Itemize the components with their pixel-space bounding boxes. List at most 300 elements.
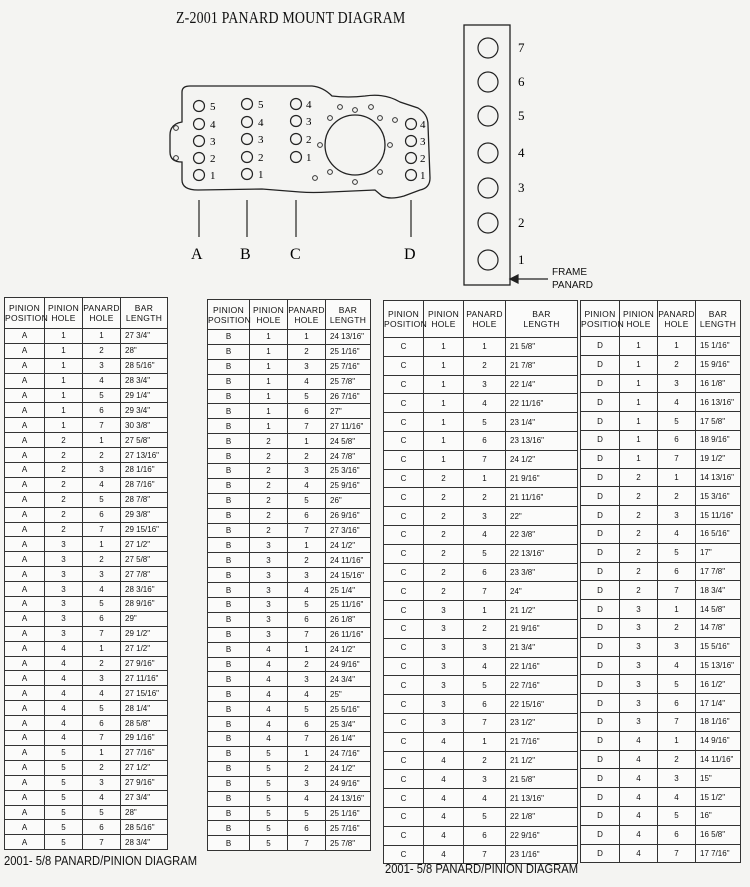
table-row (5, 775, 168, 790)
panard-hole-cell: 2 (658, 750, 696, 769)
hole-label: 2 (420, 153, 426, 165)
pinion-hole-cell: 3 (45, 626, 83, 641)
table-row (208, 642, 371, 657)
center-bore (325, 115, 385, 175)
panard-hole-cell: 3 (658, 769, 696, 788)
bar-length-cell: 25 7/16" (326, 359, 371, 374)
panard-hole-cell: 6 (464, 695, 506, 714)
frame-label-line: PANARD (552, 280, 593, 291)
table-row (581, 430, 741, 449)
panard-hole-cell: 7 (464, 582, 506, 601)
table-row (384, 375, 578, 394)
pinion-position-cell: D (581, 468, 620, 487)
panard-hole-cell: 3 (464, 507, 506, 526)
table-row (384, 770, 578, 789)
panard-hole-cell: 4 (83, 373, 121, 388)
pinion-hole-cell: 5 (250, 776, 288, 791)
panard-hole-cell: 6 (288, 508, 326, 523)
table-row (208, 598, 371, 613)
hole-label: 4 (306, 99, 312, 111)
table-row (208, 821, 371, 836)
bar-length-cell: 26" (326, 493, 371, 508)
frame-hole-label: 4 (518, 145, 525, 160)
hole-label: 3 (306, 116, 312, 128)
pinion-hole-cell: 3 (424, 638, 464, 657)
bar-length-cell: 21 3/4" (506, 638, 578, 657)
pinion-position-cell: B (208, 598, 250, 613)
table-row (208, 806, 371, 821)
pinion-hole-cell: 4 (45, 641, 83, 656)
bar-length-cell: 21 7/8" (506, 356, 578, 375)
panard-hole-cell: 5 (658, 675, 696, 694)
pinion-position-cell: A (5, 641, 45, 656)
hole-label: 1 (258, 169, 264, 181)
mount-label-c: C (290, 246, 301, 263)
table-row (581, 355, 741, 374)
table-row (5, 477, 168, 492)
panard-hole-cell: 3 (83, 358, 121, 373)
panard-hole-cell: 1 (464, 338, 506, 357)
frame-panard-label (552, 266, 593, 292)
bar-length-cell: 22 11/16" (506, 394, 578, 413)
pinion-hole-cell: 4 (250, 672, 288, 687)
pinion-position-cell: A (5, 418, 45, 433)
bar-length-cell: 26 7/16" (326, 389, 371, 404)
bar-length-cell: 28 1/16" (121, 463, 168, 478)
pinion-hole-cell: 4 (424, 826, 464, 845)
panard-hole-cell: 1 (658, 600, 696, 619)
bar-length-cell: 27 7/16" (121, 745, 168, 760)
bar-length-cell: 25 9/16" (326, 478, 371, 493)
bar-length-cell: 26 1/8" (326, 612, 371, 627)
bar-length-cell: 22" (506, 507, 578, 526)
bar-length-cell: 16 13/16" (696, 393, 741, 412)
table-row (5, 403, 168, 418)
pinion-hole-cell: 5 (250, 806, 288, 821)
table-row (5, 641, 168, 656)
bar-length-cell: 17 7/16" (696, 844, 741, 863)
table-row (5, 388, 168, 403)
pinion-position-cell: D (581, 675, 620, 694)
pinion-hole-cell: 3 (620, 637, 658, 656)
pinion-hole-cell: 1 (250, 419, 288, 434)
bar-length-cell: 17" (696, 543, 741, 562)
bar-length-cell: 21 9/16" (506, 469, 578, 488)
hole-label: 3 (420, 136, 426, 148)
table-row (5, 343, 168, 358)
pinion-hole-cell: 3 (250, 627, 288, 642)
panard-hole-cell: 3 (288, 672, 326, 687)
bar-length-cell: 24 11/16" (326, 553, 371, 568)
pinion-hole-cell: 1 (620, 449, 658, 468)
pinion-position-cell: D (581, 581, 620, 600)
table-row (5, 686, 168, 701)
leader-lines (199, 200, 411, 237)
page-title: Z-2001 PANARD MOUNT DIAGRAM (176, 8, 406, 27)
panard-hole-cell: 5 (83, 388, 121, 403)
pinion-position-cell: B (208, 791, 250, 806)
pinion-position-cell: B (208, 493, 250, 508)
bar-length-cell: 28" (121, 805, 168, 820)
mount-diagram (0, 0, 750, 300)
pinion-position-cell: B (208, 776, 250, 791)
pinion-hole-cell: 1 (45, 388, 83, 403)
bar-length-cell: 25 3/4" (326, 717, 371, 732)
panard-hole-cell: 2 (464, 619, 506, 638)
pinion-position-cell: B (208, 702, 250, 717)
pinion-position-cell: D (581, 412, 620, 431)
pinion-hole-cell: 3 (45, 537, 83, 552)
pinion-hole-cell: 4 (424, 751, 464, 770)
bar-length-cell: 29 1/2" (121, 626, 168, 641)
pinion-hole-cell: 3 (620, 712, 658, 731)
panard-hole-cell: 1 (464, 601, 506, 620)
pinion-hole-cell: 5 (45, 760, 83, 775)
table-row (208, 493, 371, 508)
table-row (384, 563, 578, 582)
pinion-position-cell: C (384, 582, 424, 601)
bar-length-cell: 27 9/16" (121, 656, 168, 671)
bar-length-cell: 27 11/16" (121, 671, 168, 686)
header-pinion-hole: PINION HOLE (250, 300, 288, 330)
table-row (208, 553, 371, 568)
panard-hole-cell: 7 (288, 627, 326, 642)
panard-hole-cell: 4 (288, 687, 326, 702)
panard-hole-cell: 3 (464, 770, 506, 789)
pinion-hole-cell: 1 (424, 356, 464, 375)
bar-length-cell: 29 3/8" (121, 507, 168, 522)
pinion-hole-cell: 4 (45, 656, 83, 671)
bar-length-cell: 14 7/8" (696, 618, 741, 637)
bar-length-cell: 24 7/16" (326, 746, 371, 761)
pinion-hole-cell: 1 (250, 344, 288, 359)
pinion-hole-cell: 5 (250, 761, 288, 776)
panard-hole-cell: 6 (83, 820, 121, 835)
table-row (384, 394, 578, 413)
table-row (581, 694, 741, 713)
panard-hole-cell: 6 (658, 825, 696, 844)
pinion-position-cell: D (581, 600, 620, 619)
panard-hole-cell: 6 (83, 507, 121, 522)
pinion-position-cell: B (208, 344, 250, 359)
bar-length-cell: 16 5/16" (696, 524, 741, 543)
pinion-position-cell: B (208, 583, 250, 598)
header-panard-hole: PANARD HOLE (288, 300, 326, 330)
pinion-hole-cell: 3 (424, 713, 464, 732)
hole-label: 4 (420, 119, 426, 131)
pinion-position-cell: B (208, 523, 250, 538)
pinion-position-cell: A (5, 656, 45, 671)
table-row (5, 820, 168, 835)
pinion-hole-cell: 3 (45, 611, 83, 626)
panard-hole-cell: 3 (464, 375, 506, 394)
pinion-position-cell: B (208, 330, 250, 345)
pinion-position-cell: B (208, 717, 250, 732)
bar-length-cell: 23 1/16" (506, 845, 578, 864)
table-row (581, 656, 741, 675)
bar-length-cell: 15 11/16" (696, 506, 741, 525)
mount-holes-a (194, 101, 205, 181)
pinion-hole-cell: 1 (250, 389, 288, 404)
pinion-position-cell: C (384, 394, 424, 413)
bar-length-cell: 17 5/8" (696, 412, 741, 431)
table-row (5, 358, 168, 373)
hole-labels-a (210, 101, 216, 182)
table-row (384, 713, 578, 732)
pinion-position-cell: A (5, 388, 45, 403)
pinion-position-cell: B (208, 761, 250, 776)
bar-length-cell: 17 7/8" (696, 562, 741, 581)
bar-length-cell: 28 5/16" (121, 358, 168, 373)
pinion-hole-cell: 5 (45, 775, 83, 790)
pinion-hole-cell: 2 (45, 507, 83, 522)
pinion-position-cell: B (208, 568, 250, 583)
pinion-position-cell: D (581, 393, 620, 412)
bar-length-cell: 28 5/16" (121, 820, 168, 835)
bar-length-cell: 14 5/8" (696, 600, 741, 619)
pinion-position-cell: A (5, 775, 45, 790)
table-row (5, 731, 168, 746)
pinion-hole-cell: 1 (45, 418, 83, 433)
bar-length-cell: 23 3/8" (506, 563, 578, 582)
bar-length-cell: 27 15/16" (121, 686, 168, 701)
table-row (581, 487, 741, 506)
pinion-hole-cell: 4 (250, 657, 288, 672)
pinion-hole-cell: 1 (424, 450, 464, 469)
mount-holes-d (406, 119, 417, 181)
bar-length-cell: 14 9/16" (696, 731, 741, 750)
pinion-hole-cell: 4 (250, 717, 288, 732)
bar-length-cell: 25 1/16" (326, 806, 371, 821)
bar-length-cell: 25 1/16" (326, 344, 371, 359)
bar-length-cell: 27 3/4" (121, 790, 168, 805)
pinion-hole-cell: 4 (620, 825, 658, 844)
table-row (384, 582, 578, 601)
table-row (208, 702, 371, 717)
table-row (581, 618, 741, 637)
pinion-hole-cell: 2 (45, 522, 83, 537)
pinion-position-cell: D (581, 562, 620, 581)
pinion-position-cell: C (384, 657, 424, 676)
pinion-position-cell: A (5, 567, 45, 582)
pinion-hole-cell: 2 (45, 433, 83, 448)
bar-length-cell: 18 1/16" (696, 712, 741, 731)
panard-hole-cell: 4 (288, 478, 326, 493)
pinion-position-cell: A (5, 701, 45, 716)
hole-label: 3 (210, 136, 216, 148)
table-row (208, 389, 371, 404)
pinion-hole-cell: 2 (45, 477, 83, 492)
pinion-hole-cell: 2 (424, 582, 464, 601)
pinion-hole-cell: 2 (620, 468, 658, 487)
header-pinion-position: PINION POSITION (208, 300, 250, 330)
bar-length-cell: 22 1/4" (506, 375, 578, 394)
header-panard-hole: PANARD HOLE (464, 301, 506, 338)
pinion-position-cell: B (208, 464, 250, 479)
bar-length-cell: 27 3/4" (121, 329, 168, 344)
table-row (208, 836, 371, 851)
pinion-position-cell: C (384, 507, 424, 526)
pinion-hole-cell: 2 (620, 562, 658, 581)
pinion-position-cell: D (581, 769, 620, 788)
pinion-position-cell: B (208, 612, 250, 627)
pinion-hole-cell: 1 (620, 393, 658, 412)
panard-hole-cell: 2 (658, 355, 696, 374)
table-row (5, 745, 168, 760)
pinion-hole-cell: 2 (45, 463, 83, 478)
pinion-hole-cell: 2 (620, 487, 658, 506)
panard-hole-cell: 3 (288, 464, 326, 479)
pinion-hole-cell: 2 (620, 524, 658, 543)
pinion-hole-cell: 2 (250, 493, 288, 508)
bar-length-cell: 24" (506, 582, 578, 601)
table-row (5, 537, 168, 552)
bar-length-cell: 24 13/16" (326, 330, 371, 345)
panard-hole-cell: 5 (83, 492, 121, 507)
table-row (208, 612, 371, 627)
panard-hole-cell: 2 (83, 552, 121, 567)
mount-holes-b (242, 99, 253, 180)
panard-hole-cell: 1 (658, 468, 696, 487)
pinion-position-cell: A (5, 507, 45, 522)
panard-hole-cell: 2 (464, 488, 506, 507)
panard-hole-cell: 2 (658, 618, 696, 637)
pinion-hole-cell: 3 (620, 694, 658, 713)
pinion-position-cell: A (5, 745, 45, 760)
pinion-position-cell: A (5, 731, 45, 746)
pinion-position-cell: C (384, 845, 424, 864)
hole-label: 4 (210, 119, 216, 131)
table-row (5, 448, 168, 463)
hole-label: 4 (258, 117, 264, 129)
table-row (5, 373, 168, 388)
bar-length-cell: 27 3/16" (326, 523, 371, 538)
frame-hole-labels (518, 40, 525, 267)
pinion-position-cell: A (5, 492, 45, 507)
panard-hole-cell: 2 (288, 344, 326, 359)
frame-arrow-icon (510, 275, 548, 283)
pinion-hole-cell: 4 (620, 750, 658, 769)
table-row (384, 826, 578, 845)
table-row (5, 716, 168, 731)
hole-labels-d (420, 119, 426, 182)
pinion-hole-cell: 1 (620, 374, 658, 393)
panard-hole-cell: 1 (83, 745, 121, 760)
panard-hole-cell: 6 (83, 611, 121, 626)
table-row (384, 413, 578, 432)
pinion-position-cell: D (581, 750, 620, 769)
bar-length-table-d (580, 300, 741, 863)
bar-length-cell: 23 1/2" (506, 713, 578, 732)
pinion-hole-cell: 4 (424, 807, 464, 826)
pinion-position-cell: A (5, 626, 45, 641)
pinion-position-cell: B (208, 642, 250, 657)
pinion-position-cell: D (581, 656, 620, 675)
panard-hole-cell: 5 (658, 806, 696, 825)
bar-length-cell: 24 3/4" (326, 672, 371, 687)
table-row (581, 600, 741, 619)
table-row (384, 619, 578, 638)
pinion-hole-cell: 4 (424, 770, 464, 789)
table-row (384, 695, 578, 714)
table-row (581, 825, 741, 844)
header-panard-hole: PANARD HOLE (83, 298, 121, 329)
bar-length-cell: 27 9/16" (121, 775, 168, 790)
pinion-position-cell: D (581, 524, 620, 543)
table-row (208, 583, 371, 598)
bar-length-cell: 21 7/16" (506, 732, 578, 751)
panard-hole-cell: 3 (288, 359, 326, 374)
bar-length-cell: 26 9/16" (326, 508, 371, 523)
table-row (208, 791, 371, 806)
panard-hole-cell: 5 (83, 701, 121, 716)
pinion-position-cell: A (5, 716, 45, 731)
pinion-position-cell: B (208, 806, 250, 821)
pinion-hole-cell: 1 (45, 403, 83, 418)
mount-label-a: A (191, 246, 203, 263)
table-row (208, 717, 371, 732)
pinion-position-cell: D (581, 449, 620, 468)
table-row (208, 523, 371, 538)
pinion-position-cell: A (5, 686, 45, 701)
panard-hole-cell: 5 (464, 413, 506, 432)
table-row (581, 524, 741, 543)
panard-hole-cell: 1 (83, 329, 121, 344)
header-pinion-hole: PINION HOLE (424, 301, 464, 338)
pinion-position-cell: A (5, 820, 45, 835)
pinion-position-cell: B (208, 836, 250, 851)
table-row (5, 611, 168, 626)
bar-length-cell: 22 15/16" (506, 695, 578, 714)
panard-hole-cell: 6 (464, 431, 506, 450)
pinion-hole-cell: 3 (45, 597, 83, 612)
pinion-position-cell: B (208, 434, 250, 449)
table-row (581, 675, 741, 694)
panard-hole-cell: 7 (464, 713, 506, 732)
bar-length-cell: 16 5/8" (696, 825, 741, 844)
pinion-position-cell: C (384, 751, 424, 770)
panard-hole-cell: 3 (288, 568, 326, 583)
table-row (208, 359, 371, 374)
bar-length-cell: 25 1/4" (326, 583, 371, 598)
pinion-hole-cell: 2 (424, 469, 464, 488)
panard-hole-cell: 3 (464, 638, 506, 657)
pinion-position-cell: C (384, 789, 424, 808)
bar-length-cell: 30 3/8" (121, 418, 168, 433)
panard-hole-cell: 4 (83, 582, 121, 597)
hole-label: 2 (210, 153, 216, 165)
panard-hole-cell: 4 (464, 525, 506, 544)
pinion-position-cell: A (5, 537, 45, 552)
table-row (581, 412, 741, 431)
bar-length-cell: 25 7/16" (326, 821, 371, 836)
bar-length-cell: 25 11/16" (326, 598, 371, 613)
table-row (208, 464, 371, 479)
table-row (384, 676, 578, 695)
bar-length-cell: 15 1/2" (696, 788, 741, 807)
bar-length-cell: 27" (326, 404, 371, 419)
bar-length-cell: 28 7/8" (121, 492, 168, 507)
pinion-hole-cell: 3 (620, 675, 658, 694)
panard-hole-cell: 1 (288, 330, 326, 345)
pinion-position-cell: A (5, 373, 45, 388)
panard-hole-cell: 2 (83, 760, 121, 775)
panard-hole-cell: 7 (83, 835, 121, 850)
pinion-hole-cell: 3 (620, 600, 658, 619)
frame-label-line: FRAME (552, 267, 587, 278)
pinion-hole-cell: 4 (250, 642, 288, 657)
pinion-hole-cell: 1 (250, 330, 288, 345)
